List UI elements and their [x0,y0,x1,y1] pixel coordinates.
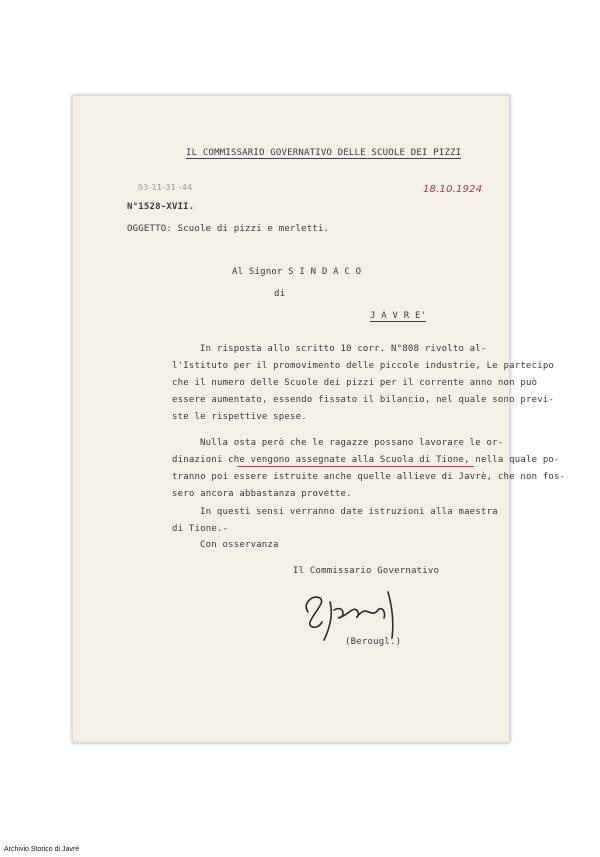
handwritten-signature [300,582,410,642]
body-line: sero ancora abbastanza provette. [172,489,352,499]
subject-line: OGGETTO: Scuole di pizzi e merletti. [127,224,330,234]
addressee-line2: di [274,289,286,299]
body-line: di Tione.- [172,524,229,534]
body-line: tranno poi essere istruite anche quelle allieve di Javrè, che non fos- [172,472,566,482]
protocol-number: N°1528-XVII. [127,202,195,212]
body-line: In risposta allo scritto 10 corr. N°808 rivolto al- [200,344,487,354]
handwritten-date: 18.10.1924 [423,184,483,195]
red-underline-mark [237,466,474,467]
body-line: che il numero delle Scuole dei pizzi per il corrente anno non può [172,378,538,388]
signer-name: (Berougl.) [345,637,402,647]
signer-title: Il Commissario Governativo [293,566,440,576]
body-line: ste le rispettive spese. [172,412,307,422]
archive-footer: Archivio Storico di Javrè [4,846,80,853]
body-line: Nulla osta però che le ragazze possano lavorare le or- [200,438,504,448]
addressee-town: J A V R E' [370,311,427,321]
body-line: In questi sensi verranno date istruzioni alla maestra [200,507,498,517]
body-line: l'Istituto per il promovimento delle piccole industrie, Le partecipo [172,361,555,371]
body-line: dinazioni che vengono assegnate alla Scuola di Tione, nella quale po- [172,455,560,465]
letter-heading: IL COMMISSARIO GOVERNATIVO DELLE SCUOLE DEI PIZZI [186,148,462,158]
closing: Con osservanza [200,540,279,550]
body-line: essere aumentato, essendo fissato il bilancio, nel quale sono previ- [172,395,555,405]
margin-note: 93-11-31 -44 [138,183,193,192]
addressee-line1: Al Signor S I N D A C O [232,267,362,277]
